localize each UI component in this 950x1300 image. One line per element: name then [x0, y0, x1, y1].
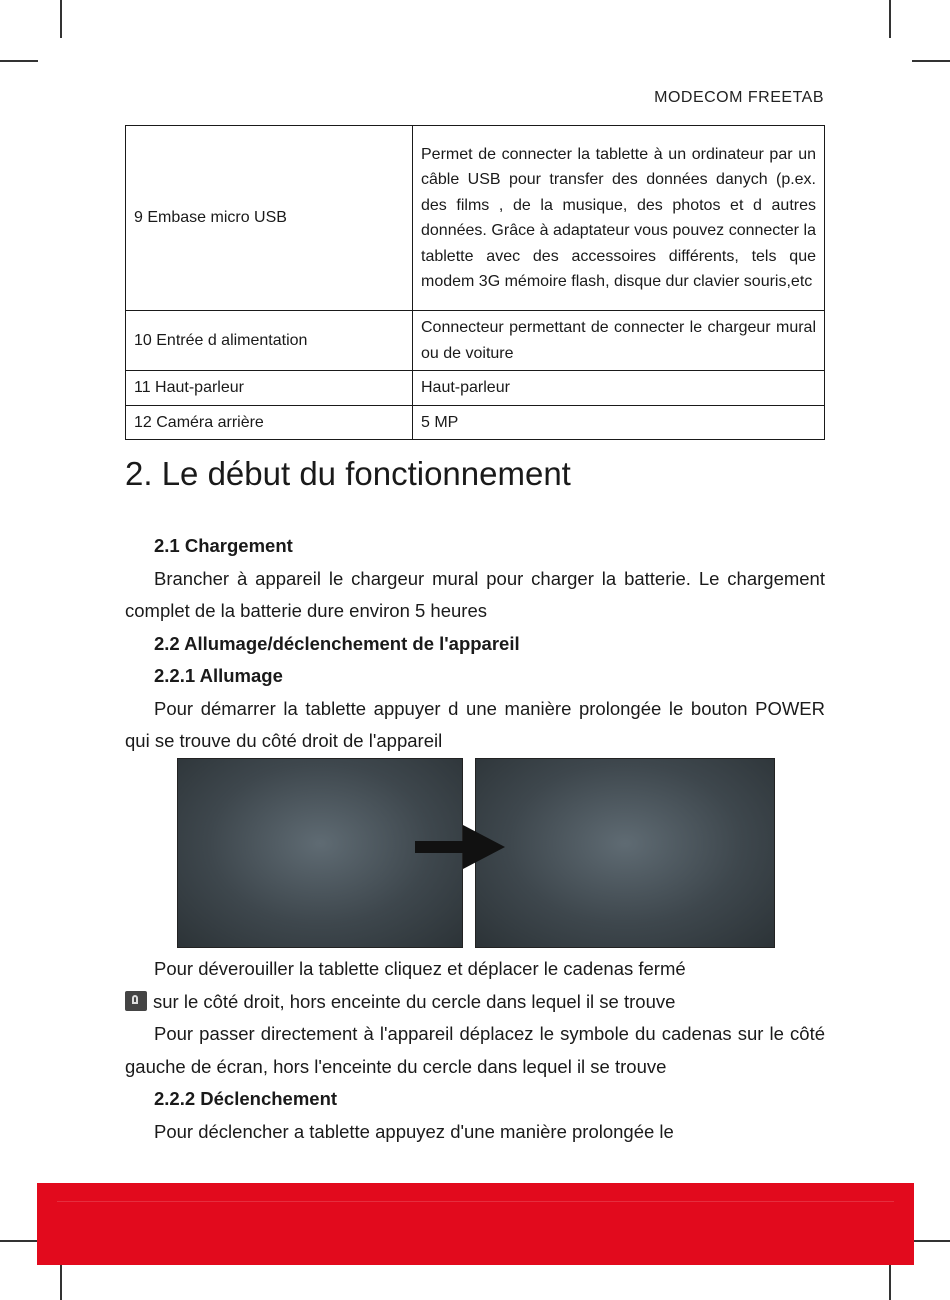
subsection-heading: 2.1 Chargement [154, 535, 293, 556]
footer-bar [37, 1183, 914, 1265]
subsection-heading: 2.2.1 Allumage [154, 665, 283, 686]
crop-mark [889, 1262, 891, 1300]
crop-mark [889, 0, 891, 38]
table-row [126, 126, 825, 311]
spec-item: 9 Embase micro USB [126, 126, 413, 311]
paragraph: Brancher à appareil le chargeur mural pour charger la batterie. Le chargement complet de la batterie dure environ 5 heures [125, 567, 825, 621]
paragraph-continuation [125, 986, 825, 1019]
paragraph: Pour déclencher a tablette appuyez d'une manière prolongée le [154, 1120, 674, 1142]
spec-table [125, 125, 825, 440]
running-header: MODECOM FREETAB [654, 89, 824, 106]
table-row [126, 311, 825, 371]
crop-mark [0, 60, 38, 62]
crop-mark [912, 1240, 950, 1242]
unlock-screenshots [177, 758, 773, 946]
subsection-heading: 2.2.2 Déclenchement [154, 1088, 338, 1109]
subsection-heading: 2.2 Allumage/déclenchement de l'appareil [154, 632, 520, 654]
crop-mark [60, 1262, 62, 1300]
body-text-upper [125, 530, 825, 758]
lock-icon [125, 991, 147, 1011]
spec-description: 5 MP [413, 405, 825, 440]
crop-mark [912, 60, 950, 62]
paragraph: Pour déverouiller la tablette cliquez et déplacer le cadenas fermé [154, 958, 686, 979]
spec-description: Connecteur permettant de connecter le chargeur mural ou de voiture [413, 311, 825, 371]
spec-item: 12 Caméra arrière [126, 405, 413, 440]
section-title: 2. Le début du fonctionnement [125, 455, 571, 492]
arrow-right-icon [415, 825, 505, 869]
paragraph: Pour passer directement à l'appareil déplacez le symbole du cadenas sur le côté gauche de écran, hors l'enceinte du cercle dans lequel il se trouve [125, 1023, 825, 1077]
screenshot-unlocked [475, 758, 775, 948]
spec-item: 11 Haut-parleur [126, 371, 413, 406]
table-row [126, 405, 825, 440]
spec-item: 10 Entrée d alimentation [126, 311, 413, 371]
spec-description: Permet de connecter la tablette à un ordinateur par un câble USB pour transfer des données danych (p.ex. des films , de la musique, des photos et d autres données. Grâce à adaptateur vous pouvez connecter la tablette avec des accessoires différents, tels que modem 3G mémoire flash, disque dur clavier souris,etc [413, 126, 825, 311]
crop-mark [0, 1240, 38, 1242]
spec-description: Haut-parleur [413, 371, 825, 406]
crop-mark [60, 0, 62, 38]
paragraph-text: sur le côté droit, hors enceinte du cercle dans lequel il se trouve [153, 990, 676, 1012]
paragraph: Pour démarrer la tablette appuyer d une manière prolongée le bouton POWER qui se trouve du côté droit de l'appareil [125, 697, 825, 751]
table-row [126, 371, 825, 406]
body-text-lower [125, 953, 825, 1148]
